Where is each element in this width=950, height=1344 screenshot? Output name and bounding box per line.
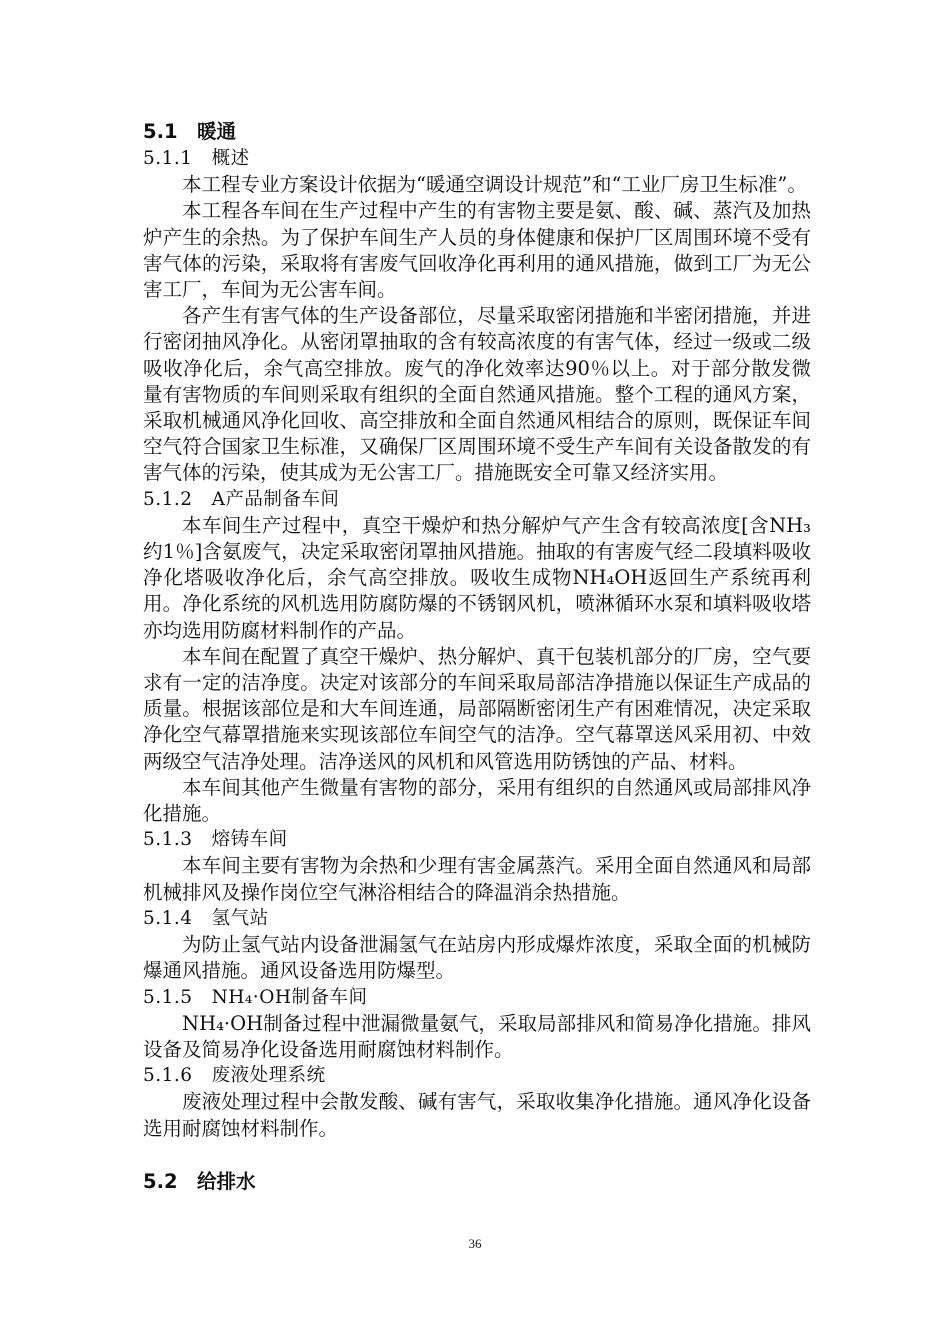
paragraph: 本工程各车间在生产过程中产生的有害物主要是氨、酸、碱、蒸汽及加热炉产生的余热。为了保护车间生产人员的身体健康和保护厂区周围环境不受有害气体的污染，采取将有害废气回收净化再利用的通风措施，做到工厂为无公害工厂，车间为无公害车间。 (143, 199, 811, 302)
page-number: 36 (468, 1236, 482, 1251)
paragraph: NH₄·OH制备过程中泄漏微量氨气，采取局部排风和简易净化措施。排风设备及简易净化设备选用耐腐蚀材料制作。 (143, 1011, 811, 1061)
paragraph: 各产生有害气体的生产设备部位，尽量采取密闭措施和半密闭措施，并进行密闭抽风净化。从密闭罩抽取的含有较高浓度的有害气体，经过一级或二级吸收净化后，余气高空排放。废气的净化效率达90％以上。对于部分散发微量有害物质的车间则采取有组织的全面自然通风措施。整个工程的通风方案，采取机械通风净化回收、高空排放和全面自然通风相结合的原则，既保证车间空气符合国家卫生标准，又确保厂区周围环境不受生产车间有关设备散发的有害气体的污染，使其成为无公害工厂。措施既安全可靠又经济实用。 (143, 304, 811, 485)
section-heading-5-2: 5.2 给排水 (143, 1169, 256, 1193)
page-content (143, 118, 811, 1196)
subsection-heading-5-1-4: 5.1.4 氢气站 (143, 907, 269, 929)
subsection-heading-5-1-5: 5.1.5 NH₄·OH制备车间 (143, 986, 368, 1008)
subsection-heading-5-1-3: 5.1.3 熔铸车间 (143, 829, 288, 851)
subsection-heading-5-1-1: 5.1.1 概述 (143, 148, 250, 169)
paragraph: 废液处理过程中会散发酸、碱有害气，采取收集净化措施。通风净化设备选用耐腐蚀材料制作。 (143, 1090, 811, 1140)
paragraph: 本车间主要有害物为余热和少理有害金属蒸汽。采用全面自然通风和局部机械排风及操作岗位空气淋浴相结合的降温消余热措施。 (143, 854, 811, 904)
paragraph: 本车间在配置了真空干燥炉、热分解炉、真干包装机部分的厂房，空气要求有一定的洁净度。决定对该部分的车间采取局部洁净措施以保证生产成品的质量。根据该部位是和大车间连通，局部隔断密闭生产有困难情况，决定采取净化空气幕罩措施来实现该部位车间空气的洁净。空气幕罩送风采用初、中效两级空气洁净处理。洁净送风的风机和风管选用防锈蚀的产品、材料。 (143, 644, 811, 773)
spacer (143, 1142, 811, 1168)
paragraph: 为防止氢气站内设备泄漏氢气在站房内形成爆炸浓度，采取全面的机械防爆通风措施。通风设备选用防爆型。 (143, 933, 811, 983)
paragraph: 本工程专业方案设计依据为“暖通空调设计规范”和“工业厂房卫生标准”。 (182, 173, 807, 197)
paragraph: 本车间生产过程中，真空干燥炉和热分解炉气产生含有较高浓度[含NH₃约1％]含氨废气，决定采取密闭罩抽风措施。抽取的有害废气经二段填料吸收净化塔吸收净化后，余气高空排放。吸收生成物NH₄OH返回生产系统再利用。净化系统的风机选用防腐防爆的不锈钢风机，喷淋循环水泵和填料吸收塔亦均选用防腐材料制作的产品。 (143, 513, 811, 642)
paragraph: 本车间其他产生微量有害物的部分，采用有组织的自然通风或局部排风净化措施。 (143, 775, 811, 826)
subsection-heading-5-1-2: 5.1.2 A产品制备车间 (143, 488, 340, 510)
subsection-heading-5-1-6: 5.1.6 废液处理系统 (143, 1065, 326, 1087)
section-heading-5-1: 5.1 暖通 (143, 120, 237, 143)
